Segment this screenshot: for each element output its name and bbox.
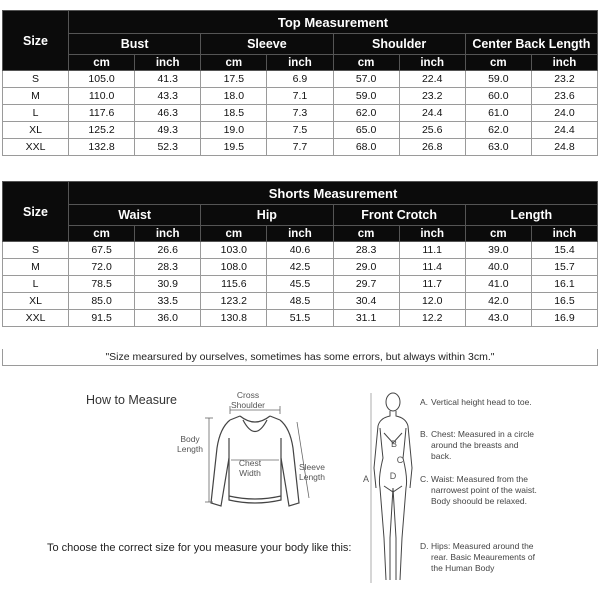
measurement-cell: 15.4: [531, 242, 597, 259]
measurement-cell: 6.9: [267, 71, 333, 88]
table-row: [3, 276, 598, 293]
legend-key: D.: [420, 541, 429, 551]
unit-header: inch: [531, 55, 597, 71]
measurement-cell: 125.2: [69, 122, 135, 139]
unit-header: inch: [399, 226, 465, 242]
marker-c: C: [396, 455, 404, 465]
measurement-cell: 23.6: [531, 88, 597, 105]
measurement-cell: 11.4: [399, 259, 465, 276]
unit-header: cm: [201, 55, 267, 71]
measurement-cell: 15.7: [531, 259, 597, 276]
measurement-cell: 41.0: [465, 276, 531, 293]
marker-b: B: [390, 439, 397, 449]
unit-header: inch: [399, 55, 465, 71]
unit-header: inch: [267, 55, 333, 71]
legend-item: [420, 474, 600, 528]
legend-text: Vertical height head to toe.: [431, 397, 532, 407]
measurement-cell: 26.8: [399, 139, 465, 156]
table-row: [3, 293, 598, 310]
column-group-header: Length: [465, 205, 597, 226]
measurement-cell: 42.0: [465, 293, 531, 310]
column-group-header: Center Back Length: [465, 34, 597, 55]
measurement-cell: 52.3: [135, 139, 201, 156]
measurement-cell: 29.0: [333, 259, 399, 276]
measurement-cell: 36.0: [135, 310, 201, 327]
table-row: [3, 122, 598, 139]
measurement-cell: 51.5: [267, 310, 333, 327]
measurement-cell: 103.0: [201, 242, 267, 259]
size-cell: L: [3, 276, 69, 293]
measurement-cell: 40.6: [267, 242, 333, 259]
size-header: Size: [3, 11, 69, 71]
measurement-cell: 18.5: [201, 105, 267, 122]
measurement-cell: 30.4: [333, 293, 399, 310]
measurement-cell: 24.0: [531, 105, 597, 122]
shorts-measurement-table: [2, 181, 598, 327]
unit-header: cm: [69, 55, 135, 71]
size-cell: XXL: [3, 310, 69, 327]
measurement-cell: 25.6: [399, 122, 465, 139]
legend-item: [420, 541, 600, 585]
measurement-cell: 28.3: [135, 259, 201, 276]
measurement-cell: 30.9: [135, 276, 201, 293]
measurement-cell: 18.0: [201, 88, 267, 105]
legend-key: B.: [420, 429, 429, 439]
body-figure-icon: [366, 388, 420, 588]
size-header: Size: [3, 182, 69, 242]
size-cell: XL: [3, 122, 69, 139]
unit-header: cm: [201, 226, 267, 242]
measurement-cell: 19.5: [201, 139, 267, 156]
measurement-cell: 115.6: [201, 276, 267, 293]
how-to-measure-title: How to Measure: [86, 393, 178, 407]
measurement-cell: 17.5: [201, 71, 267, 88]
unit-header: cm: [69, 226, 135, 242]
measurement-cell: 26.6: [135, 242, 201, 259]
table-row: [3, 139, 598, 156]
measurement-cell: 48.5: [267, 293, 333, 310]
unit-header: cm: [465, 226, 531, 242]
unit-header: inch: [135, 55, 201, 71]
measurement-cell: 110.0: [69, 88, 135, 105]
measurement-cell: 43.3: [135, 88, 201, 105]
size-cell: XL: [3, 293, 69, 310]
measurement-cell: 28.3: [333, 242, 399, 259]
sleeve-length-label: Sleeve Length: [299, 462, 325, 482]
size-cell: L: [3, 105, 69, 122]
measurement-cell: 12.0: [399, 293, 465, 310]
measurement-cell: 33.5: [135, 293, 201, 310]
measurement-cell: 31.1: [333, 310, 399, 327]
legend-text: Waist: Measured from the narrowest point of the waist. Body shoould be relaxed.: [431, 474, 537, 506]
measurement-cell: 65.0: [333, 122, 399, 139]
column-group-header: Hip: [201, 205, 333, 226]
size-cell: XXL: [3, 139, 69, 156]
measurement-cell: 78.5: [69, 276, 135, 293]
measurement-cell: 130.8: [201, 310, 267, 327]
measurement-cell: 68.0: [333, 139, 399, 156]
unit-header: inch: [135, 226, 201, 242]
measurement-cell: 45.5: [267, 276, 333, 293]
measurement-cell: 16.1: [531, 276, 597, 293]
table-row: [3, 242, 598, 259]
measurement-cell: 7.1: [267, 88, 333, 105]
chest-width-label: Chest Width: [238, 458, 262, 478]
measurement-cell: 49.3: [135, 122, 201, 139]
legend-item: [420, 429, 600, 463]
choose-size-instruction: To choose the correct size for you measure your body like this:: [47, 542, 352, 554]
column-group-header: Shoulder: [333, 34, 465, 55]
measurement-cell: 7.5: [267, 122, 333, 139]
table-title: Shorts Measurement: [69, 182, 598, 205]
table-title: Top Measurement: [69, 11, 598, 34]
measurement-cell: 85.0: [69, 293, 135, 310]
measurement-cell: 59.0: [465, 71, 531, 88]
measurement-cell: 22.4: [399, 71, 465, 88]
top-measurement-table: [2, 10, 598, 156]
table-row: [3, 105, 598, 122]
measurement-cell: 24.4: [531, 122, 597, 139]
unit-header: cm: [333, 55, 399, 71]
measurement-cell: 62.0: [333, 105, 399, 122]
measurement-cell: 63.0: [465, 139, 531, 156]
measurement-cell: 62.0: [465, 122, 531, 139]
measurement-cell: 23.2: [399, 88, 465, 105]
measurement-cell: 91.5: [69, 310, 135, 327]
measurement-cell: 61.0: [465, 105, 531, 122]
measurement-cell: 7.7: [267, 139, 333, 156]
measurement-cell: 59.0: [333, 88, 399, 105]
measurement-cell: 23.2: [531, 71, 597, 88]
column-group-header: Sleeve: [201, 34, 333, 55]
measurement-cell: 72.0: [69, 259, 135, 276]
measurement-cell: 12.2: [399, 310, 465, 327]
measurement-cell: 11.1: [399, 242, 465, 259]
unit-header: inch: [267, 226, 333, 242]
table-row: [3, 310, 598, 327]
legend-key: C.: [420, 474, 429, 484]
marker-a: A: [362, 474, 369, 484]
column-group-header: Front Crotch: [333, 205, 465, 226]
column-group-header: Waist: [69, 205, 201, 226]
measurement-cell: 105.0: [69, 71, 135, 88]
measurement-cell: 67.5: [69, 242, 135, 259]
measurement-note: "Size mearsured by ourselves, sometimes has some errors, but always within 3cm.": [2, 349, 598, 366]
measurement-cell: 132.8: [69, 139, 135, 156]
measurement-cell: 24.4: [399, 105, 465, 122]
legend-text: Chest: Measured in a circle around the breasts and back.: [431, 429, 534, 461]
size-cell: S: [3, 71, 69, 88]
unit-header: inch: [531, 226, 597, 242]
measurement-cell: 57.0: [333, 71, 399, 88]
legend-item: [420, 397, 600, 419]
measurement-cell: 117.6: [69, 105, 135, 122]
measurement-cell: 19.0: [201, 122, 267, 139]
measurement-cell: 29.7: [333, 276, 399, 293]
unit-header: cm: [465, 55, 531, 71]
measurement-cell: 16.5: [531, 293, 597, 310]
measurement-cell: 24.8: [531, 139, 597, 156]
measurement-cell: 43.0: [465, 310, 531, 327]
measurement-cell: 46.3: [135, 105, 201, 122]
measurement-cell: 39.0: [465, 242, 531, 259]
marker-d: D: [389, 471, 397, 481]
legend-key: A.: [420, 397, 429, 407]
size-cell: M: [3, 259, 69, 276]
unit-header: cm: [333, 226, 399, 242]
measurement-cell: 123.2: [201, 293, 267, 310]
table-row: [3, 259, 598, 276]
cross-shoulder-label: Cross Shoulder: [230, 390, 266, 410]
measurement-cell: 41.3: [135, 71, 201, 88]
table-row: [3, 71, 598, 88]
measurement-cell: 16.9: [531, 310, 597, 327]
measurement-cell: 42.5: [267, 259, 333, 276]
size-cell: M: [3, 88, 69, 105]
column-group-header: Bust: [69, 34, 201, 55]
size-cell: S: [3, 242, 69, 259]
legend-text: Hips: Measured around the rear. Basic Meaurements of the Human Body: [431, 541, 535, 573]
measurement-cell: 11.7: [399, 276, 465, 293]
measurement-cell: 108.0: [201, 259, 267, 276]
body-length-label: Body Length: [177, 434, 203, 454]
measurement-cell: 7.3: [267, 105, 333, 122]
measurement-cell: 40.0: [465, 259, 531, 276]
measurement-cell: 60.0: [465, 88, 531, 105]
table-row: [3, 88, 598, 105]
